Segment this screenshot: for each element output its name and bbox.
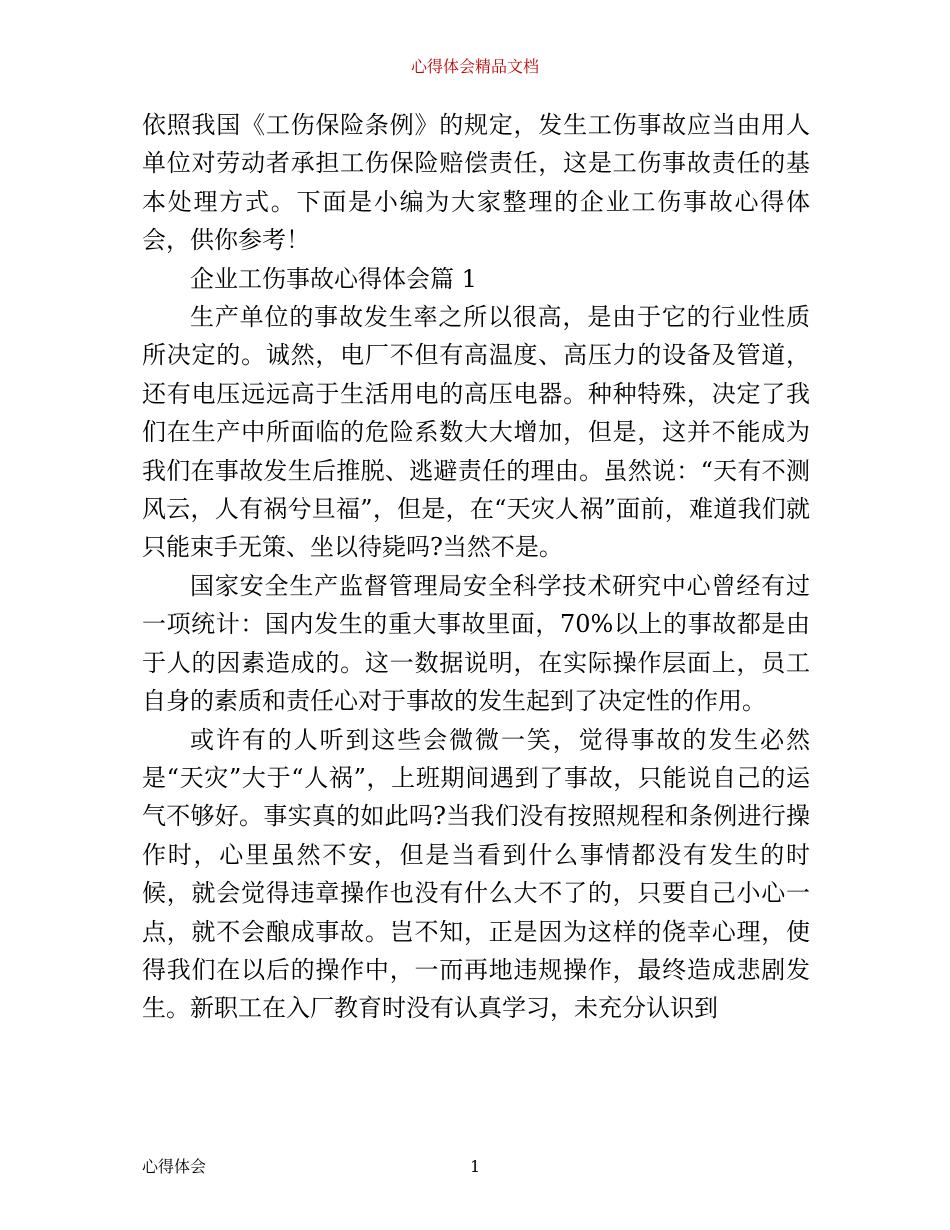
body-paragraph: 或许有的人听到这些会微微一笑，觉得事故的发生必然是“天灾”大于“人祸”，上班期间遇到了事故，只能说自己的运气不够好。事实真的如此吗?当我们没有按照规程和条例进行操作时，心里虽然不安，但是当看到什么事情都没有发生的时候，就会觉得违章操作也没有什么大不了的，只要自己小心一点，就不会酿成事故。岂不知，正是因为这样的侥幸心理，使得我们在以后的操作中，一而再地违规操作，最终造成悲剧发生。新职工在入厂教育时没有认真学习，未充分认识到 xyxy=(142,725,810,1023)
body-paragraph: 生产单位的事故发生率之所以很高，是由于它的行业性质所决定的。诚然，电厂不但有高温度、高压力的设备及管道，还有电压远远高于生活用电的高压电器。种种特殊，决定了我们在生产中所面临的危险系数大大增加，但是，这并不能成为我们在事故发生后推脱、逃避责任的理由。虽然说：“天有不测风云，人有祸兮旦福”，但是，在“天灾人祸”面前，难道我们就只能束手无策、坐以待毙吗?当然不是。 xyxy=(142,303,810,562)
section-heading: 企业工伤事故心得体会篇 1 xyxy=(190,264,477,293)
page-footer xyxy=(142,1156,810,1178)
document-body xyxy=(142,106,810,1028)
body-paragraph: 国家安全生产监督管理局安全科学技术研究中心曾经有过一项统计：国内发生的重大事故里面，70%以上的事故都是由于人的因素造成的。这一数据说明，在实际操作层面上，员工自身的素质和责任心对于事故的发生起到了决定性的作用。 xyxy=(142,571,810,716)
footer-label: 心得体会 xyxy=(142,1157,207,1176)
page-header-title: 心得体会精品文档 xyxy=(410,57,539,76)
intro-paragraph: 依照我国《工伤保险条例》的规定，发生工伤事故应当由用人单位对劳动者承担工伤保险赔偿责任，这是工伤事故责任的基本处理方式。下面是小编为大家整理的企业工伤事故心得体会，供你参考！ xyxy=(142,111,810,255)
page-number: 1 xyxy=(470,1157,481,1176)
